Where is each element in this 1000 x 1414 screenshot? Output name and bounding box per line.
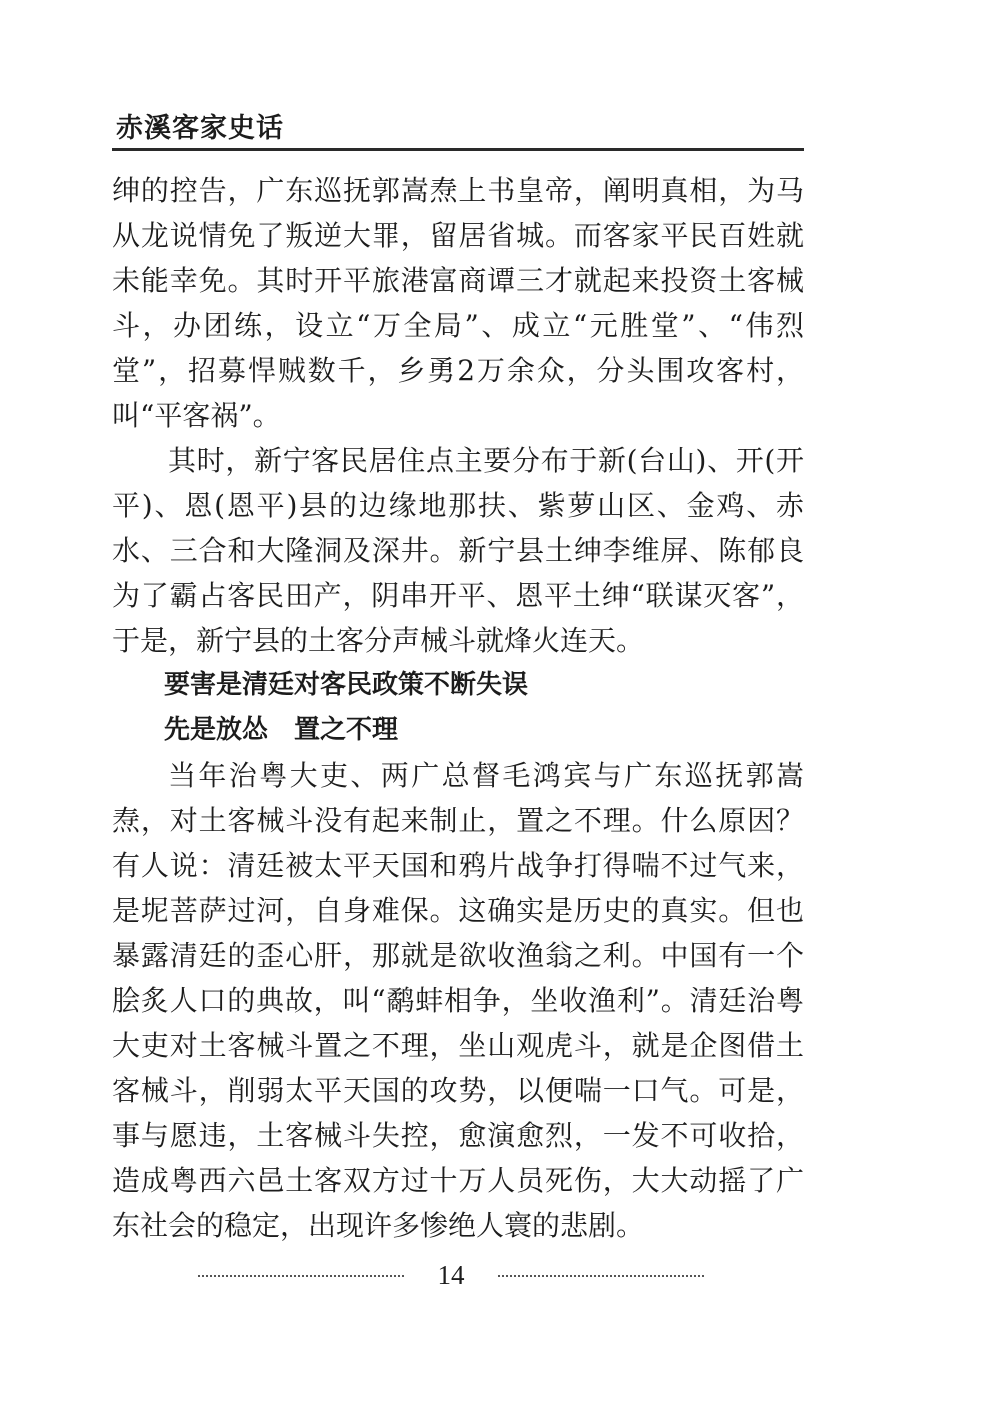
subsection-heading: 先是放怂 置之不理 xyxy=(164,715,399,745)
running-header xyxy=(112,108,804,152)
section-heading: 要害是清廷对客民政策不断失误 xyxy=(164,670,529,700)
paragraph-continued: 绅的控告，广东巡抚郭嵩焘上书皇帝，阐明真相，为马从龙说情免了叛逆大罪，留居省城。而客家平民百姓就未能幸免。其时开平旅港富商谭三才就起来投资土客械斗，办团练，设立“万全局”、成立“元胜堂”、“伟烈堂”，招募悍贼数千，乡勇2万余众，分头围攻客村，叫“平客祸”。 xyxy=(112,174,804,432)
body-text xyxy=(112,168,804,1248)
paragraph: 其时，新宁客民居住点主要分布于新(台山)、开(开平)、恩(恩平)县的边缘地那扶、紫萝山区、金鸡、赤水、三合和大隆洞及深井。新宁县土绅李维屏、陈郁良为了霸占客民田产，阴串开平、恩平土绅“联谋灭客”，于是，新宁县的土客分声械斗就烽火连天。 xyxy=(112,444,804,657)
book-title: 赤溪客家史话 xyxy=(116,113,284,144)
footer-rule-right xyxy=(498,1275,704,1277)
page-number: 14 xyxy=(437,1260,465,1290)
paragraph: 当年治粤大吏、两广总督毛鸿宾与广东巡抚郭嵩焘，对土客械斗没有起来制止，置之不理。什么原因？有人说：清廷被太平天国和鸦片战争打得喘不过气来，是坭菩萨过河，自身难保。这确实是历史的真实。但也暴露清廷的歪心肝，那就是欲收渔翁之利。中国有一个脍炙人口的典故，叫“鹬蚌相争，坐收渔利”。清廷治粤大吏对土客械斗置之不理，坐山观虎斗，就是企图借土客械斗，削弱太平天国的攻势，以便喘一口气。可是，事与愿违，土客械斗失控，愈演愈烈，一发不可收拾，造成粤西六邑土客双方过十万人员死伤，大大动摇了广东社会的稳定，出现许多惨绝人寰的悲剧。 xyxy=(112,759,804,1242)
page-footer xyxy=(198,1260,704,1290)
header-rule xyxy=(112,148,804,151)
